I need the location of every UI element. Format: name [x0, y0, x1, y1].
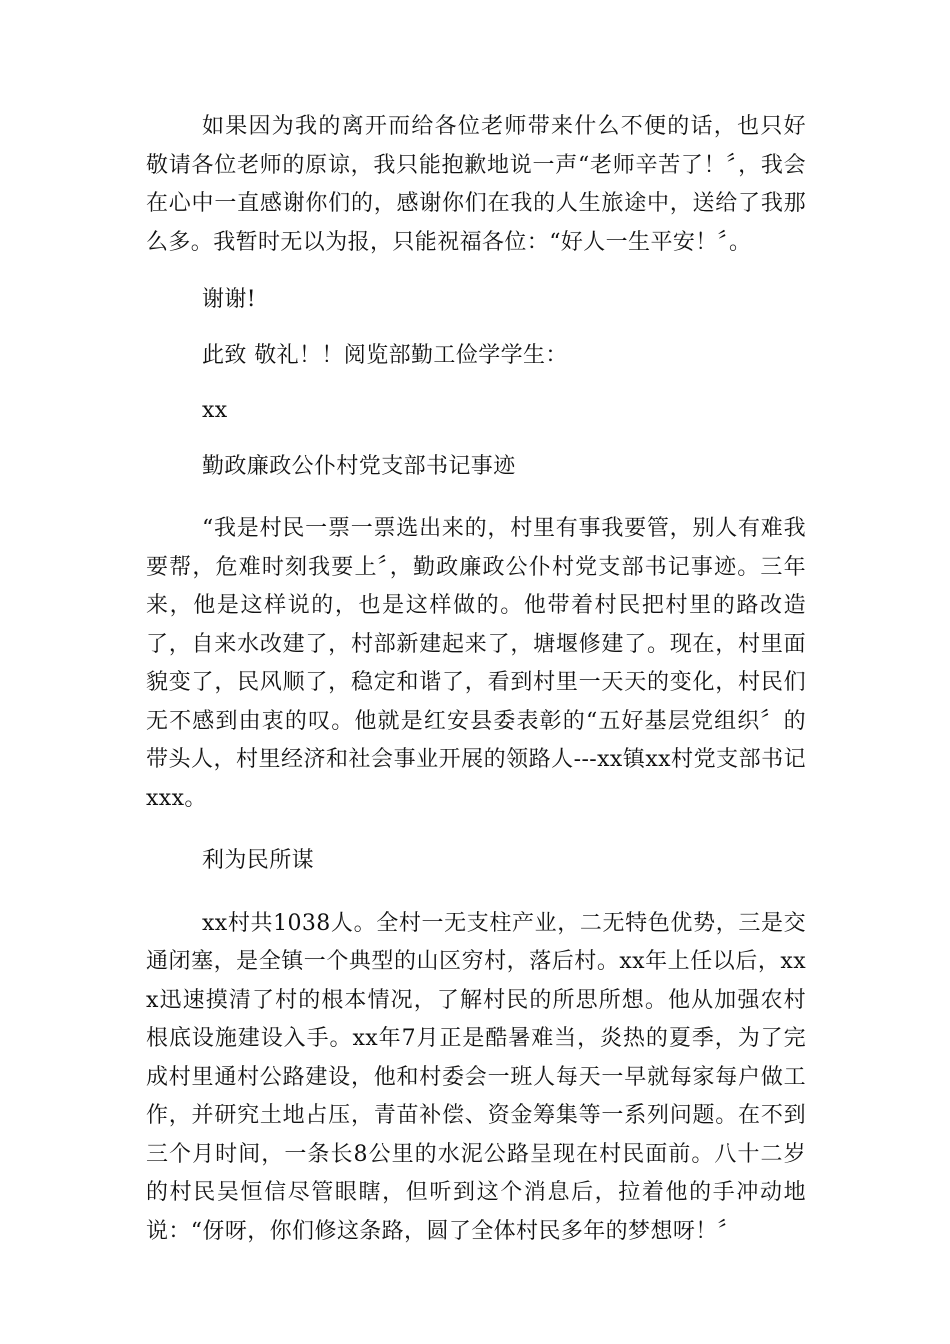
paragraph-thanks: 谢谢!	[202, 287, 257, 312]
paragraph-farewell-apology: 如果因为我的离开而给各位老师带来什么不便的话，也只好敬请各位老师的原谅，我只能抱歉地说一声“老师辛苦了！〞，我会在心中一直感谢你们的，感谢你们在我的人生旅途中，送给了我那么多。我暂时无以为报，只能祝福各位：“好人一生平安！〞。	[146, 114, 806, 255]
paragraph-signature: xx	[202, 398, 228, 423]
subsection-title: 利为民所谋	[202, 848, 315, 873]
section-title: 勤政廉政公仆村党支部书记事迹	[202, 453, 516, 479]
document-body	[146, 108, 806, 1251]
paragraph-village-road: xx村共1038人。全村一无支柱产业，二无特色优势，三是交通闭塞，是全镇一个典型的山区穷村，落后村。xx年上任以后，xxx迅速摸清了村的根本情况，了解村民的所思所想。他从加强农村根底设施建设入手。xx年7月正是酷暑难当，炎热的夏季，为了完成村里通村公路建设，他和村委会一班人每天一早就每家每户做工作，并研究土地占压，青苗补偿、资金筹集等一系列问题。在不到三个月时间，一条长8公里的水泥公路呈现在村民面前。八十二岁的村民吴恒信尽管眼瞎，但听到这个消息后，拉着他的手冲动地说：“伢呀，你们修这条路，圆了全体村民多年的梦想呀！〞	[146, 910, 806, 1244]
paragraph-secretary-story: “我是村民一票一票选出来的，村里有事我要管，别人有难我要帮，危难时刻我要上〞，勤政廉政公仆村党支部书记事迹。三年来，他是这样说的，也是这样做的。他带着村民把村里的路改造了，自来水改建了，村部新建起来了，塘堰修建了。现在，村里面貌变了，民风顺了，稳定和谐了，看到村里一天天的变化，村民们无不感到由衷的叹。他就是红安县委表彰的“五好基层党组织〞的带头人，村里经济和社会事业开展的领路人---xx镇xx村党支部书记xxx。	[146, 516, 806, 811]
paragraph-salutation: 此致 敬礼！！阅览部勤工俭学学生：	[202, 342, 568, 368]
